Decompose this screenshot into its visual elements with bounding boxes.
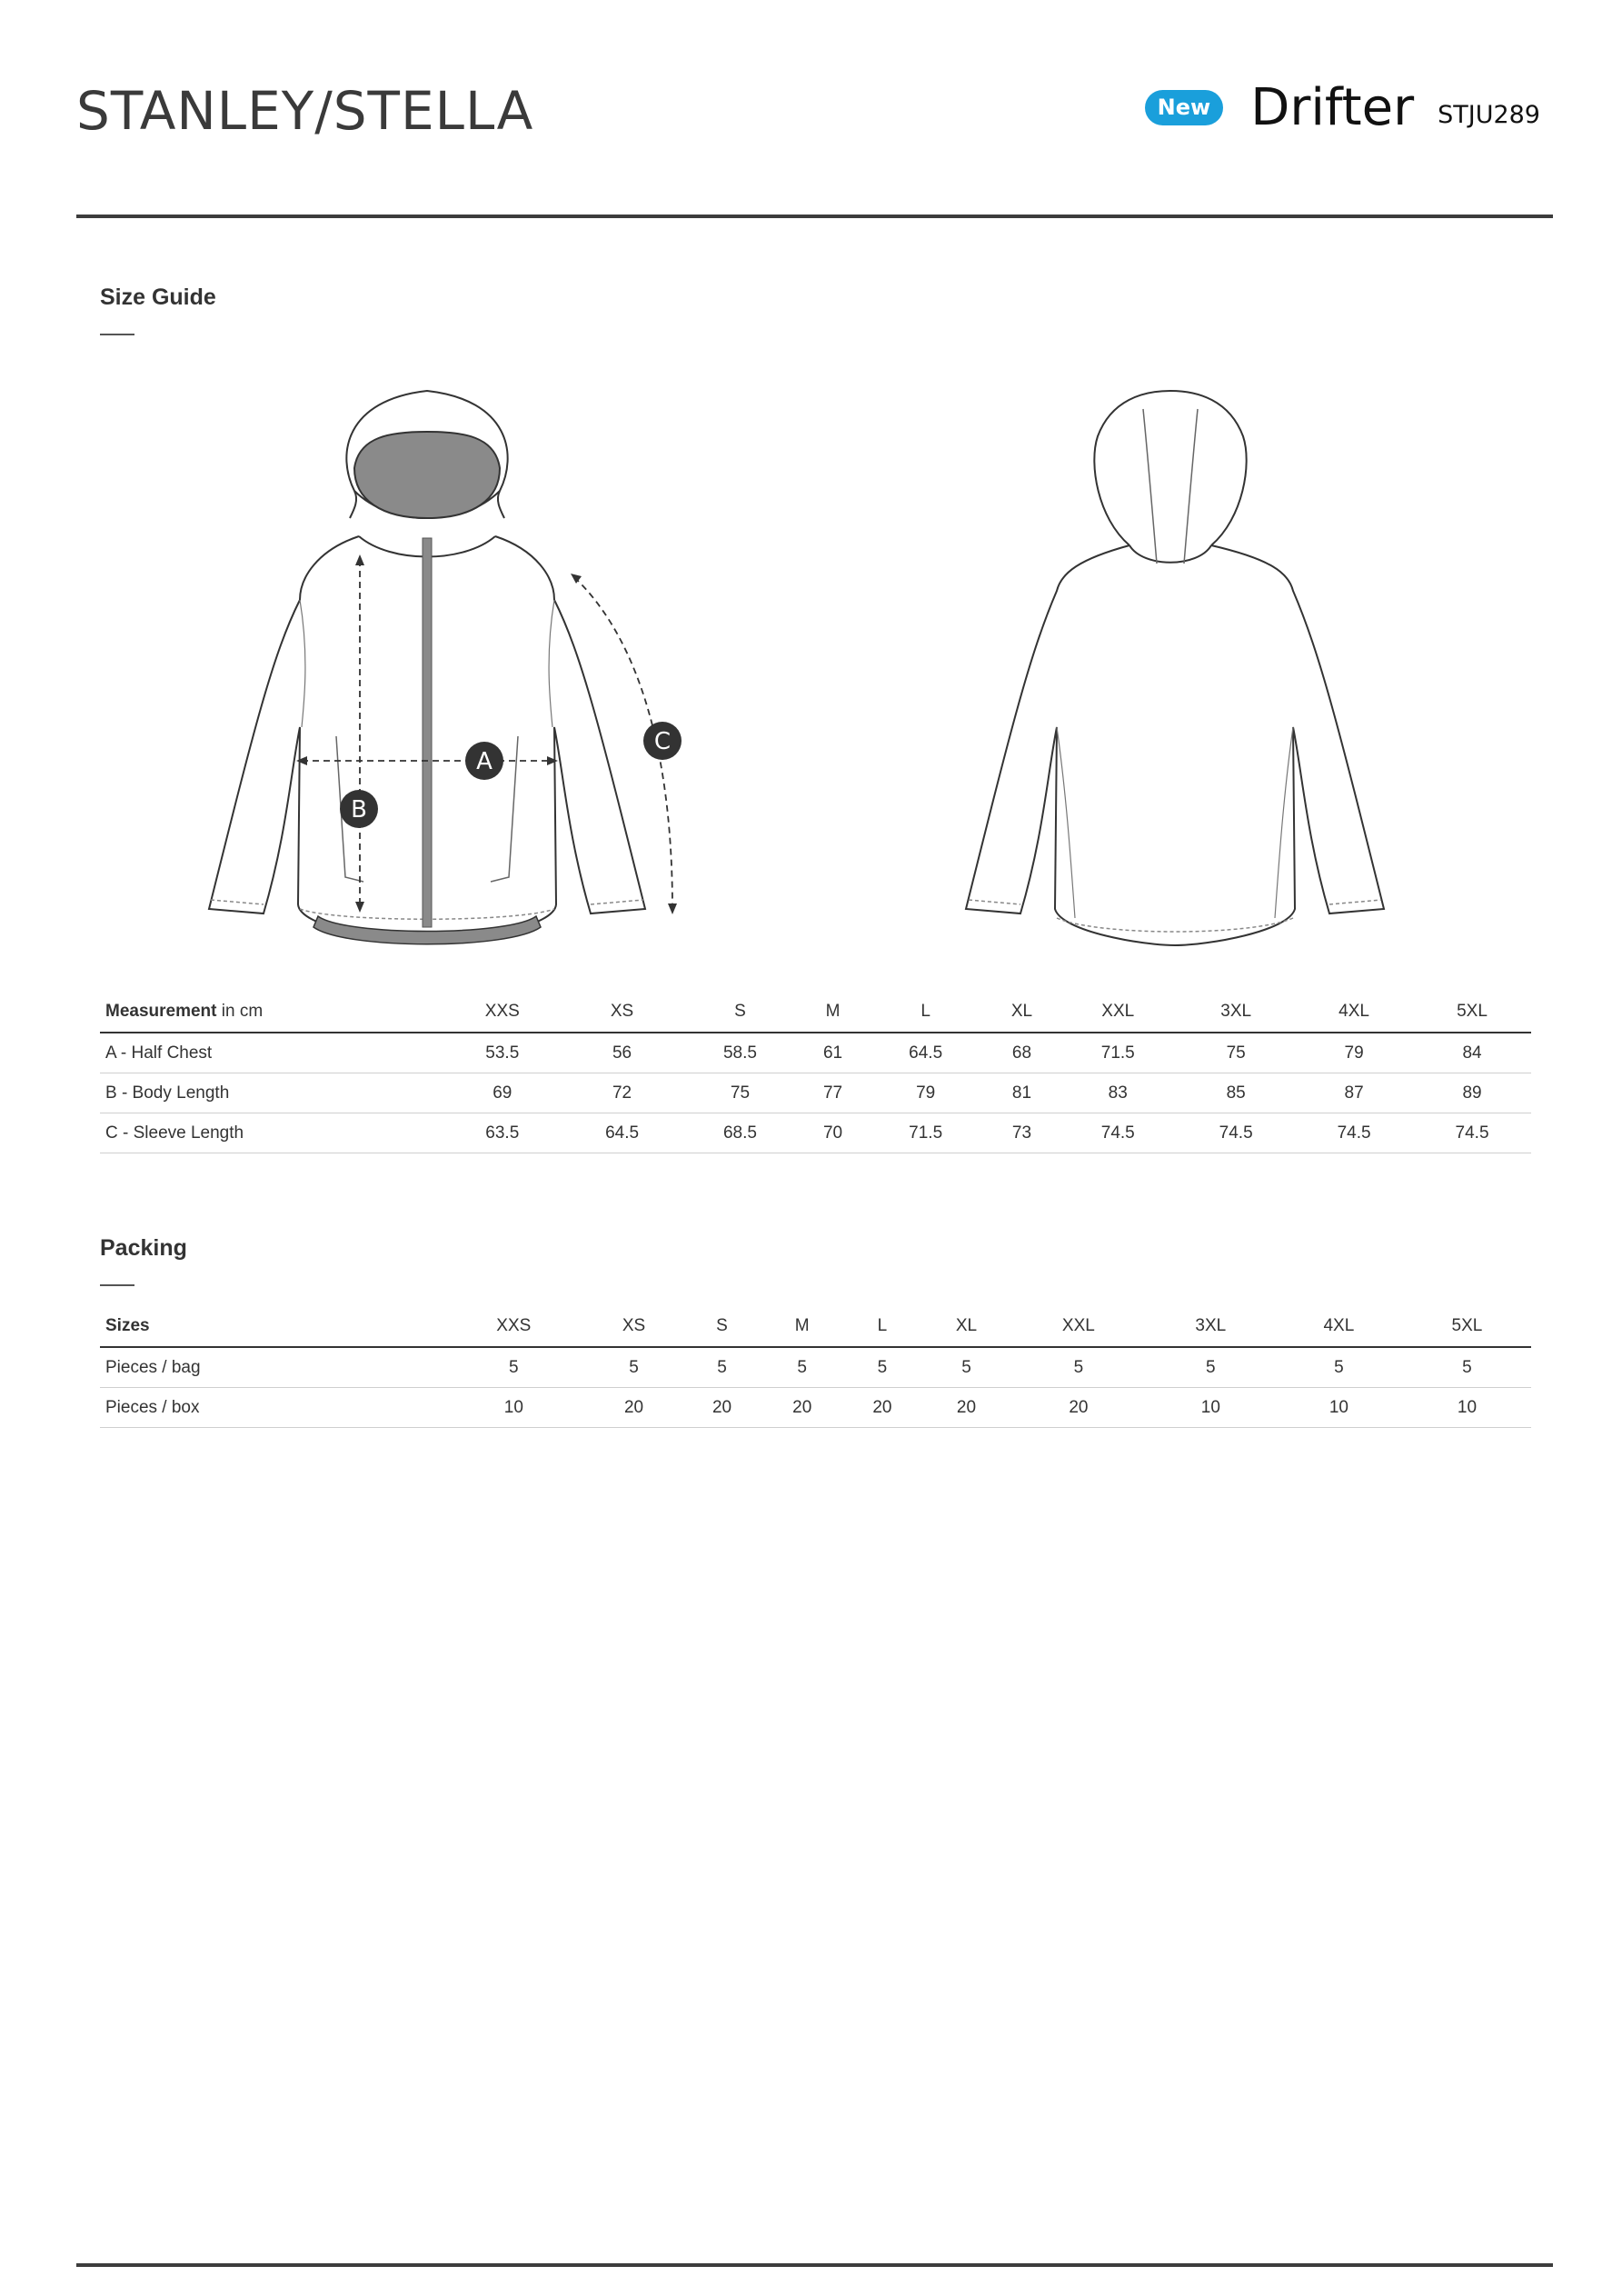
size-header: XXS — [442, 992, 563, 1033]
table-cell: 68.5 — [682, 1113, 800, 1153]
table-cell: 10 — [442, 1388, 586, 1428]
table-row — [100, 1073, 1531, 1113]
table-cell: 20 — [762, 1388, 842, 1428]
table-cell: 89 — [1413, 1073, 1531, 1113]
table-header-row — [100, 992, 1531, 1033]
size-guide-table — [100, 992, 1531, 1153]
size-header: L — [867, 992, 985, 1033]
marker-c: C — [653, 728, 672, 755]
table-cell: 71.5 — [1059, 1033, 1177, 1073]
jacket-front-sketch — [200, 382, 709, 963]
table-cell: 79 — [867, 1073, 985, 1113]
table-cell: 77 — [799, 1073, 866, 1113]
row-label: Pieces / bag — [100, 1347, 442, 1388]
table-cell: 20 — [842, 1388, 922, 1428]
table-cell: 74.5 — [1295, 1113, 1413, 1153]
table-cell: 68 — [985, 1033, 1060, 1073]
jacket-back-sketch — [961, 382, 1416, 963]
size-guide-dash — [100, 334, 134, 335]
table-cell: 61 — [799, 1033, 866, 1073]
table-cell: 74.5 — [1177, 1113, 1295, 1153]
table-cell: 73 — [985, 1113, 1060, 1153]
table-cell: 5 — [1147, 1347, 1275, 1388]
table-cell: 5 — [1275, 1347, 1403, 1388]
size-header: 5XL — [1413, 992, 1531, 1033]
table-cell: 81 — [985, 1073, 1060, 1113]
size-header: S — [682, 992, 800, 1033]
table-cell: 74.5 — [1413, 1113, 1531, 1153]
table-cell: 5 — [1403, 1347, 1531, 1388]
size-header: XL — [922, 1306, 1010, 1347]
table-cell: 10 — [1275, 1388, 1403, 1428]
marker-b: B — [351, 796, 367, 824]
table-cell: 10 — [1147, 1388, 1275, 1428]
table-cell: 84 — [1413, 1033, 1531, 1073]
footer-divider — [76, 2263, 1553, 2267]
row-label: B - Body Length — [100, 1073, 442, 1113]
row-label: A - Half Chest — [100, 1033, 442, 1073]
table-cell: 64.5 — [867, 1033, 985, 1073]
size-header: XXL — [1010, 1306, 1147, 1347]
table-cell: 56 — [563, 1033, 682, 1073]
table-row — [100, 1113, 1531, 1153]
size-header: S — [682, 1306, 761, 1347]
packing-table — [100, 1306, 1531, 1428]
table-cell: 75 — [1177, 1033, 1295, 1073]
table-cell: 5 — [762, 1347, 842, 1388]
table-cell: 72 — [563, 1073, 682, 1113]
header-divider — [76, 215, 1553, 218]
product-code: STJU289 — [1438, 101, 1540, 129]
sizes-header: Sizes — [100, 1306, 442, 1347]
packing-title: Packing — [100, 1235, 187, 1261]
table-cell: 5 — [1010, 1347, 1147, 1388]
table-cell: 53.5 — [442, 1033, 563, 1073]
table-cell: 74.5 — [1059, 1113, 1177, 1153]
size-guide-title: Size Guide — [100, 285, 216, 310]
table-cell: 5 — [682, 1347, 761, 1388]
size-header: XXL — [1059, 992, 1177, 1033]
table-cell: 10 — [1403, 1388, 1531, 1428]
table-cell: 5 — [922, 1347, 1010, 1388]
product-heading — [1145, 78, 1540, 137]
brand-logo: STANLEY/STELLA — [76, 80, 534, 142]
size-header: 5XL — [1403, 1306, 1531, 1347]
size-header: XXS — [442, 1306, 586, 1347]
table-cell: 20 — [922, 1388, 1010, 1428]
table-cell: 83 — [1059, 1073, 1177, 1113]
table-cell: 75 — [682, 1073, 800, 1113]
size-header: 4XL — [1275, 1306, 1403, 1347]
table-cell: 20 — [682, 1388, 761, 1428]
new-badge: New — [1145, 90, 1224, 125]
table-row — [100, 1347, 1531, 1388]
marker-a: A — [476, 748, 493, 775]
table-cell: 63.5 — [442, 1113, 563, 1153]
table-cell: 87 — [1295, 1073, 1413, 1113]
row-label: C - Sleeve Length — [100, 1113, 442, 1153]
table-cell: 79 — [1295, 1033, 1413, 1073]
table-cell: 70 — [799, 1113, 866, 1153]
packing-dash — [100, 1284, 134, 1286]
table-cell: 85 — [1177, 1073, 1295, 1113]
size-header: XL — [985, 992, 1060, 1033]
product-name: Drifter — [1250, 78, 1415, 137]
table-cell: 5 — [586, 1347, 682, 1388]
size-header: M — [762, 1306, 842, 1347]
measurement-header: Measurement in cm — [100, 992, 442, 1033]
table-cell: 58.5 — [682, 1033, 800, 1073]
table-cell: 5 — [842, 1347, 922, 1388]
table-row — [100, 1388, 1531, 1428]
table-cell: 20 — [586, 1388, 682, 1428]
table-header-row — [100, 1306, 1531, 1347]
table-cell: 20 — [1010, 1388, 1147, 1428]
row-label: Pieces / box — [100, 1388, 442, 1428]
size-header: 3XL — [1177, 992, 1295, 1033]
table-cell: 64.5 — [563, 1113, 682, 1153]
size-header: 3XL — [1147, 1306, 1275, 1347]
table-cell: 69 — [442, 1073, 563, 1113]
size-header: XS — [586, 1306, 682, 1347]
size-header: XS — [563, 992, 682, 1033]
table-cell: 5 — [442, 1347, 586, 1388]
size-header: L — [842, 1306, 922, 1347]
table-row — [100, 1033, 1531, 1073]
size-header: M — [799, 992, 866, 1033]
table-cell: 71.5 — [867, 1113, 985, 1153]
size-header: 4XL — [1295, 992, 1413, 1033]
